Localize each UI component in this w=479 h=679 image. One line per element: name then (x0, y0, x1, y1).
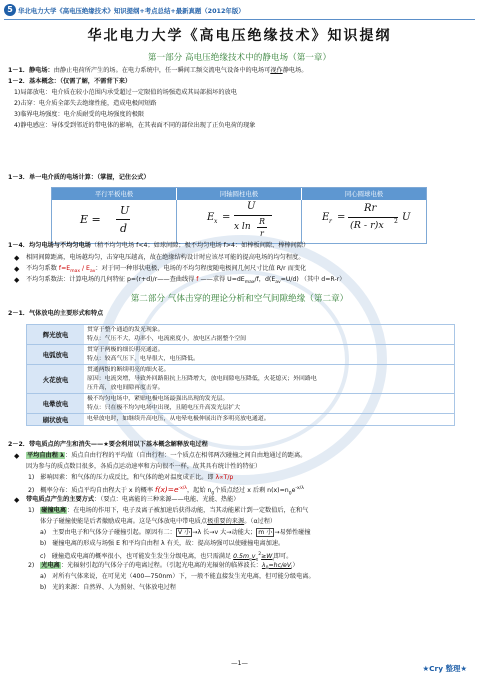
discharge-desc: 极不均匀电场中，紧贴电极电场最强出出现的发光层。 特点：只在极不均匀电场中出现，且随电压升高发光层扩大 (87, 396, 241, 411)
author-signature: ★Cry 整理★ (422, 664, 467, 673)
coefficient-method: 不均匀系数法：计算电场的几何特征 p=(r+d)/r——查曲线得 f ——求得 $U=dE_{max}/f$，$d(E_{av}=U/d)$ （其中 d=R-r） (26, 276, 346, 286)
table-row (27, 325, 454, 345)
collision-item-b: b) 碰撞电离的形成与场强 E 和平均自由程 λ 有关，故：提高场强可以使碰撞电离加速。 (40, 540, 285, 547)
section-1-1: 1－1．静电场：由静止电荷所产生的场。在电力系统中，任一瞬间工频交流电气设备中的电场可视作静电场。 (8, 67, 308, 74)
diamond-bullet-icon: ◆ (14, 265, 20, 273)
section-1-4: 1－4．均匀电场与不均匀电场（稍不均匀电场 f<4；如球间隙；极不均匀电场 f>4：如棒板间隙、棒棒间隙） (8, 242, 310, 249)
discharge-type: 火花放电 (27, 365, 84, 393)
diamond-bullet-icon: ◆ (14, 496, 20, 504)
part-one-heading: 第一部分 高电压绝缘技术中的静电场（第一章） (147, 53, 332, 63)
collision-ionization-cont: 体分子碰撞使能是后者撤励成电离。这是气体放电中带电质点极重要的来源。（α过程） (40, 518, 277, 525)
mean-free-path-cont: 因为参与的质点数目很多，各质点运动速率和方向很不一样，故其具有统计性的特征） (26, 463, 262, 470)
concept-item: 3)临界电场强度：电介质耐受的电场强度的极限 (14, 111, 145, 118)
section-2-2: 2－2．带电质点的产生和消失——★要会利用以下基本概念解释放电过程 (8, 441, 208, 448)
header-parallel-plate: 平行平板电极 (52, 188, 177, 200)
charged-particle-sources: 带电质点产生的主要方式：（要点：电离能的三种来源——电能、光能、热能） (26, 496, 240, 503)
field-formula-table (51, 187, 427, 244)
discharge-desc: 电晕放电时，如继续升高电压，从电晕电极伸展出许多明亮放电通道。 (87, 416, 270, 423)
formula-concentric-sphere: E r = Rr (R - r)x 2 U (322, 203, 411, 231)
diamond-bullet-icon: ◆ (14, 276, 20, 284)
part-two-heading: 第二部分 气体击穿的理论分析和空气间隙绝缘（第二章） (130, 294, 349, 304)
discharge-type: 电晕放电 (27, 394, 84, 413)
section-1-2: 1－2．基本概念：（仅需了解，不需背下来） (8, 78, 132, 85)
photo-item-a: a) 对所有气体来说，在可见光（400—750nm）下，一般不能直接发生光电离，但可能分级电离。 (40, 573, 315, 580)
discharge-type: 辉光放电 (27, 325, 84, 344)
diamond-bullet-icon: ◆ (14, 452, 20, 460)
diamond-bullet-icon: ◆ (14, 254, 20, 262)
nonuniform-coefficient: 不均匀系数 $f=E_{max} / E_{av}$：对于同一种形状电极，电场的不均匀程度随电极间几何尺寸比值 R/r 而变化 (26, 265, 307, 275)
collision-item-a: a) 主要由电子和气体分子碰撞引起。原因有二： V 小 →λ 长→v 大→动能大； m 小 →易弹性碰撞 (40, 529, 311, 536)
discharge-type: 电弧放电 (27, 345, 84, 364)
formula-table-header (52, 188, 426, 200)
header-coaxial-cylinder: 同轴圆柱电极 (177, 188, 302, 200)
header-text: 华北电力大学《高电压绝缘技术》知识提纲+考点总结+最新真题（2012年版） (18, 7, 245, 15)
discharge-desc: 贯穿于两极的细长明亮通道。 特点：较高气压下，电导很大，电压降低。 (87, 347, 199, 362)
mean-free-path: 平均自由程 λ：质点自由行程的平均值（自由行程：一个质点在相邻两次碰撞之间自由地通过的距离。 (27, 452, 307, 459)
header-concentric-sphere: 同心圆球电极 (344, 190, 384, 198)
collision-ionization: 1) 碰撞电离：在电场的作用下，电子及离子被加速后获得动能，当其动能累计到一定数值后，在和气 (28, 507, 309, 514)
table-row (27, 414, 454, 425)
page-number: —1— (231, 659, 248, 667)
header-divider (4, 19, 475, 20)
formula-parallel-plate: E = U d (52, 200, 177, 243)
page-header (0, 2, 479, 19)
table-row (27, 345, 454, 365)
document-title: 华北电力大学《高电压绝缘技术》知识提纲 (87, 28, 392, 44)
header-logo-icon: 5 (4, 4, 16, 16)
section-1-3: 1－3．单一电介质的电场计算：（掌握，记住公式） (8, 174, 150, 181)
photo-item-b: b) 光的来源：自然界、人为照射、气体放电过程 (40, 584, 176, 591)
mfp-item-2: 2) 概率分布：质点平均自由程大于 x 的概率 $f(x)=e^{-x/\lambda}$，起始 $n_0$个质点经过 x 后剩 $n(x)=n_0e^{-x/\lambda}$ (28, 485, 304, 497)
discharge-type: 刷状放电 (27, 414, 84, 425)
table-row (27, 394, 454, 414)
photo-ionization: 2) 光电离：光辐射引起的气体分子的电离过程。（引起光电离的光辐射的临界波长：$\lambda_0=hc/eV_i$） (28, 562, 299, 572)
mfp-item-1: 1) 影响因素：和气体的压力成反比，和气体的绝对温度成正比。即 λ∝T/p (28, 474, 234, 481)
concept-item: 4)静电感应：导体受到邻近的带电体的影响，在其表面不同的部位出现了正负电荷的现象 (14, 122, 256, 129)
collision-item-c: c) 碰撞造成电离的概率很小，也可能发生发生分级电离，也只需满足 $0.5m_ev_e^2\ge W_i$即可。 (40, 552, 293, 563)
uniformity-note: 相同间隙距离，电场越均匀，击穿电压越高，故在绝缘结构设计时应该尽可能的提高电场的均匀程度。 (26, 254, 305, 261)
concept-item: 2)击穿：电介质全部失去绝缘性能，造成电极间短路 (14, 100, 157, 107)
concept-item: 1)局部放电：电介质在较小范围内承受超过一定限值的场强造成其局部损坏的放电 (14, 89, 237, 96)
table-row (27, 365, 454, 394)
discharge-desc: 贯穿于整个通道的发光现象。 特点：气压不大，功率小，电流密度小，放电区占据整个空间 (87, 327, 247, 342)
formula-coaxial-cylinder: E x = U x ln R r (177, 200, 302, 243)
discharge-desc: 贯通两级的断续明亮的细火花。 原因：电流突增，导致外回路阻抗上压降增大，放电间隙电压降低，火花熄灭；外回路电 压升高，放电间隙再度击穿。 (87, 367, 317, 391)
section-2-1: 2－1．气体放电的主要形式和特点 (8, 310, 104, 317)
discharge-forms-table (26, 324, 455, 426)
